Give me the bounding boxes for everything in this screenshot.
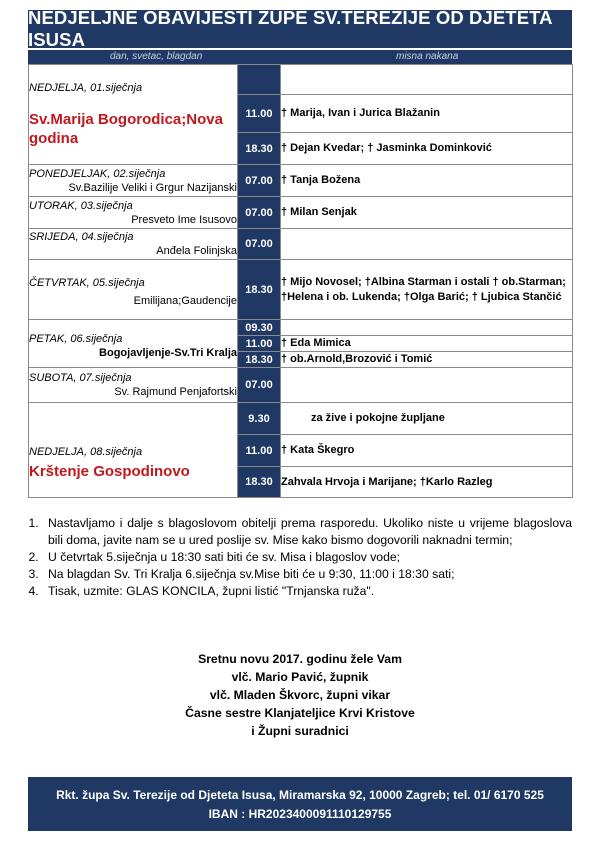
day-name: PONEDJELJAK, 02.siječnja <box>29 167 166 180</box>
mass-intention: † ob.Arnold,Brozović i Tomić <box>281 352 573 368</box>
header-day-column: dan, svetac, blagdan <box>110 51 203 62</box>
mass-time: 18.30 <box>238 467 281 498</box>
feast-name: Sv.Marija Bogorodica;Nova godina <box>29 110 223 147</box>
day-cell <box>29 320 238 368</box>
day-name: PETAK, 06.siječnja <box>29 332 123 345</box>
day-name: NEDJELJA, 01.siječnja <box>29 81 143 94</box>
table-row <box>29 403 573 435</box>
saint-name: Presveto Ime Isusovo <box>131 213 237 226</box>
greeting-line: vlč. Mario Pavić, župnik <box>231 670 369 684</box>
day-name: NEDJELJA, 08.siječnja <box>29 445 143 458</box>
saint-name: Sv. Rajmund Penjafortski <box>114 386 237 398</box>
day-name: ČETVRTAK, 05.siječnja <box>29 276 145 289</box>
saint-name: Emilijana;Gaudencije <box>133 294 237 307</box>
mass-intention: † Marija, Ivan i Jurica Blažanin <box>281 95 573 133</box>
list-item: 2. U četvrtak 5.siječnja u 18:30 sati biti će sv. Misa i blagoslov vode; <box>42 549 572 566</box>
mass-intention: † Dejan Kvedar; † Jasminka Dominković <box>281 133 573 165</box>
page-title: NEDJELJNE OBAVIJESTI ŽUPE SV.TEREZIJE OD DJETETA ISUSA <box>28 10 572 48</box>
table-row <box>29 320 573 336</box>
mass-intention: Zahvala Hrvoja i Marijane; †Karlo Razleg <box>281 467 573 498</box>
day-cell <box>29 260 238 320</box>
mass-time: 07.00 <box>238 229 281 260</box>
day-name: SRIJEDA, 04.siječnja <box>29 231 134 243</box>
mass-intention: za žive i pokojne župljane <box>281 403 573 435</box>
mass-intention <box>281 65 573 95</box>
table-row <box>29 197 573 229</box>
mass-intention: † Mijo Novosel; †Albina Starman i ostali † ob.Starman; †Helena i ob. Lukenda; †Olga Barić; † Ljubica Stančić <box>281 260 573 320</box>
greeting-line: vlč. Mladen Škvorc, župni vikar <box>209 688 391 702</box>
mass-intention <box>281 368 573 403</box>
saint-name: Bogojavljenje-Sv.Tri Kralja <box>99 346 237 359</box>
mass-intention <box>281 229 573 260</box>
greeting-line: Časne sestre Klanjateljice Krvi Kristove <box>185 706 415 720</box>
day-name: SUBOTA, 07.siječnja <box>29 372 132 384</box>
list-item: 3. Na blagdan Sv. Tri Kralja 6.siječnja sv.Mise biti će u 9:30, 11:00 i 18:30 sati; <box>42 566 572 583</box>
mass-time: 07.00 <box>238 368 281 403</box>
day-cell <box>29 165 238 197</box>
mass-time: 18.30 <box>238 352 281 368</box>
day-cell <box>29 229 238 260</box>
mass-intention: † Tanja Božena <box>281 165 573 197</box>
greeting-block <box>28 650 572 740</box>
greeting-line: i Župni suradnici <box>251 724 349 738</box>
day-cell <box>29 65 238 165</box>
day-cell <box>29 197 238 229</box>
greeting-line: Sretnu novu 2017. godinu žele Vam <box>198 652 402 666</box>
mass-time <box>238 65 281 95</box>
mass-schedule-table <box>28 64 573 498</box>
header-intent-column: misna nakana <box>396 51 459 62</box>
table-row <box>29 65 573 95</box>
mass-intention: † Kata Škegro <box>281 435 573 467</box>
table-row <box>29 368 573 403</box>
mass-time: 11.00 <box>238 95 281 133</box>
mass-intention <box>281 320 573 336</box>
day-name: UTORAK, 03.siječnja <box>29 199 133 212</box>
table-header <box>28 50 572 64</box>
mass-time: 9.30 <box>238 403 281 435</box>
table-row <box>29 165 573 197</box>
mass-time: 07.00 <box>238 197 281 229</box>
mass-time: 09.30 <box>238 320 281 336</box>
mass-time: 07.00 <box>238 165 281 197</box>
mass-intention: † Eda Mimica <box>281 336 573 352</box>
mass-time: 18.30 <box>238 260 281 320</box>
table-row <box>29 229 573 260</box>
day-cell <box>29 403 238 498</box>
feast-name: Krštenje Gospodinovo <box>29 462 190 480</box>
saint-name: Anđela Folinjska <box>156 245 237 257</box>
footer-iban: IBAN : HR2023400091110129755 <box>208 807 392 821</box>
footer <box>28 777 572 831</box>
mass-time: 18.30 <box>238 133 281 165</box>
announcements <box>12 515 572 600</box>
mass-time: 11.00 <box>238 435 281 467</box>
list-item: 1. Nastavljamo i dalje s blagoslovom obitelji prema rasporedu. Ukoliko niste u vrijeme blagoslova bili doma, javite nam se u ured poslije sv. Mise kako bismo dogovorili naknadni termin; <box>42 515 572 549</box>
table-row <box>29 260 573 320</box>
footer-address: Rkt. župa Sv. Terezije od Djeteta Isusa, Miramarska 92, 10000 Zagreb; tel. 01/ 6170 525 <box>56 788 544 802</box>
day-cell <box>29 368 238 403</box>
list-item: 4. Tisak, uzmite: GLAS KONCILA, župni listić "Trnjanska ruža". <box>42 583 572 600</box>
mass-intention: † Milan Senjak <box>281 197 573 229</box>
mass-time: 11.00 <box>238 336 281 352</box>
saint-name: Sv.Bazilije Veliki i Grgur Nazijanski <box>68 181 237 194</box>
